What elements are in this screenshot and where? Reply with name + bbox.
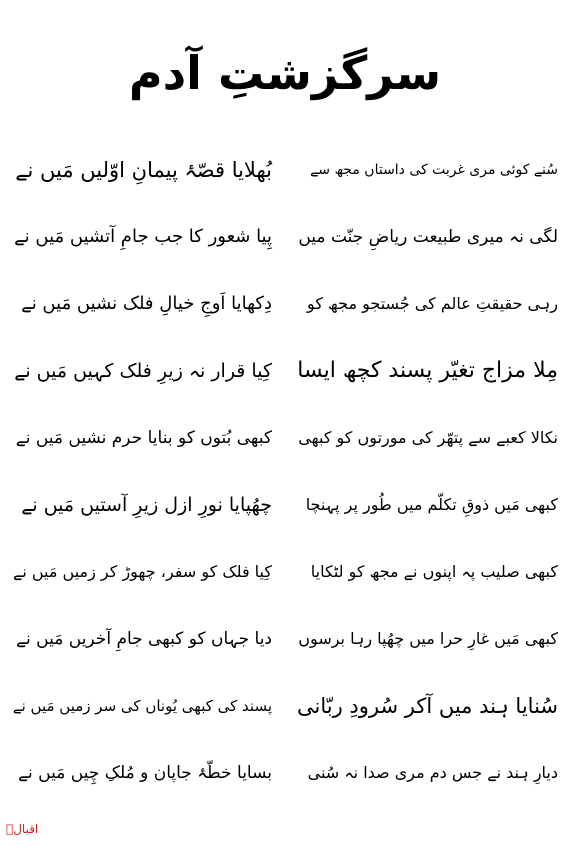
couplet-5 [0, 414, 570, 481]
couplet-2 [0, 213, 570, 280]
couplet-5-second-line: کبھی بُتوں کو بنایا حرم نشیں مَیں نے [15, 428, 272, 448]
couplet-8-second-line: دیا جہاں کو کبھی جامِ آخریں مَیں نے [16, 629, 272, 649]
couplet-9-first-line: سُنایا ہند میں آکر سُرودِ ربّانی [296, 694, 558, 718]
couplet-3 [0, 280, 570, 347]
couplet-10 [0, 749, 570, 816]
couplet-7 [0, 548, 570, 615]
couplet-6-second-line: چھُپایا نورِ ازل زیرِ آستیں مَیں نے [21, 494, 272, 516]
couplet-10-second-line: بسایا خطّۂ جاپان و مُلکِ چِیں مَیں نے [18, 763, 272, 783]
couplet-5-first-line: نکالا کعبے سے پتھّر کی مورتوں کو کبھی [298, 428, 558, 447]
couplet-3-first-line: رہی حقیقتِ عالم کی جُستجو مجھ کو [307, 294, 558, 313]
poem-title: سرگزشتِ آدم [128, 46, 442, 100]
couplet-1-first-line: سُنے کوئی مری غربت کی داستاں مجھ سے [310, 162, 558, 178]
couplet-4-second-line: کِیا قرار نہ زیرِ فلک کہیں مَیں نے [14, 360, 272, 382]
couplet-6 [0, 481, 570, 548]
couplet-list [0, 146, 570, 816]
couplet-9 [0, 682, 570, 749]
couplet-8-first-line: کبھی مَیں غارِ حرا میں چھُپا رہا برسوں [298, 629, 558, 648]
couplet-2-first-line: لگی نہ میری طبیعت ریاضِ جنّت میں [298, 227, 558, 247]
couplet-6-first-line: کبھی مَیں ذوقِ تکلّم میں طُور پر پہنچا [305, 495, 558, 514]
couplet-1-second-line: بُھلایا قصّۂ پیمانِ اوّلیں مَیں نے [15, 158, 272, 182]
couplet-7-first-line: کبھی صلیب پہ اپنوں نے مجھ کو لٹکایا [310, 562, 558, 581]
couplet-3-second-line: دِکھایا اَوجِ خیالِ فلک نشیں مَیں نے [21, 293, 272, 314]
couplet-7-second-line: کِیا فلک کو سفر، چھوڑ کر زمیں مَیں نے [12, 562, 272, 581]
couplet-8 [0, 615, 570, 682]
couplet-10-first-line: دیارِ ہند نے جس دم مری صدا نہ سُنی [307, 763, 558, 782]
couplet-4 [0, 347, 570, 414]
poet-signature: اقبالؒ [6, 822, 39, 836]
couplet-9-second-line: پسند کی کبھی یُوناں کی سر زمیں مَیں نے [12, 697, 272, 715]
couplet-4-first-line: مِلا مزاج تغیّر پسند کچھ ایسا [297, 358, 558, 383]
couplet-2-second-line: پِیا شعور کا جب جامِ آتشیں مَیں نے [14, 226, 272, 247]
couplet-1 [0, 146, 570, 213]
